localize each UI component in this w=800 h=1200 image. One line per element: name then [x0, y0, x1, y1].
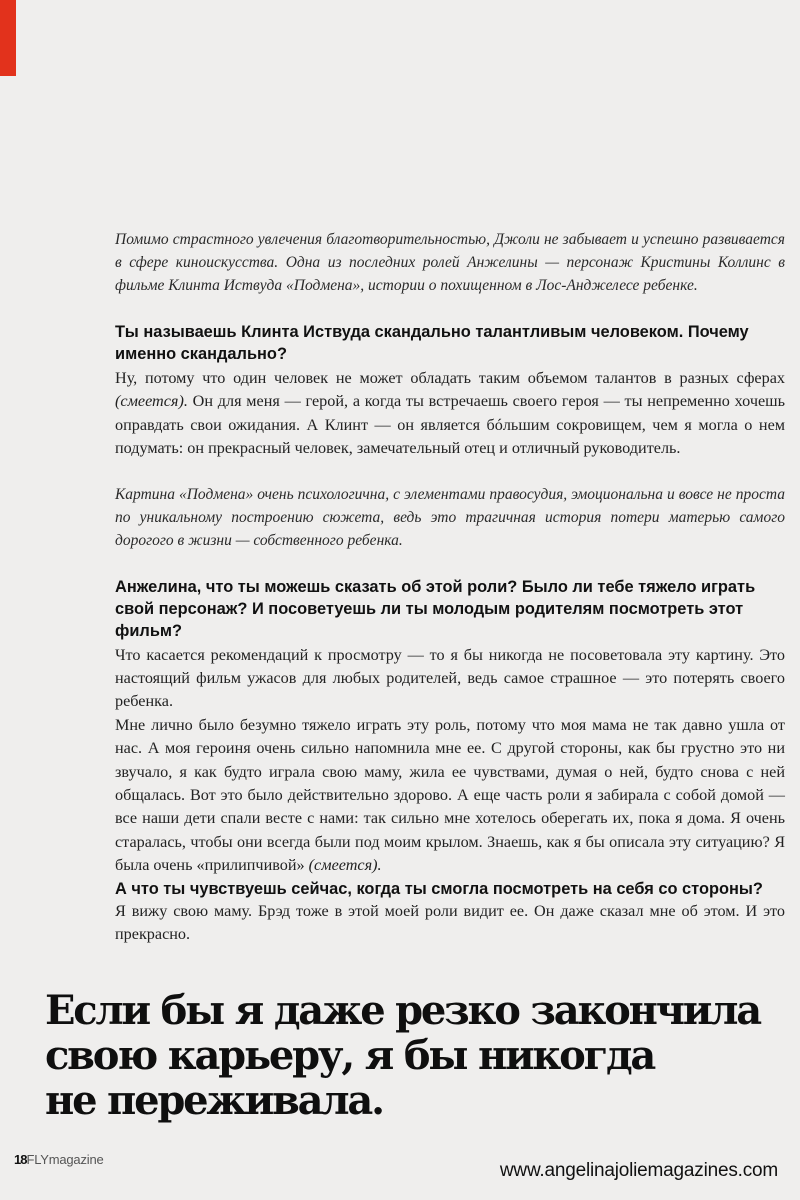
pull-quote-line: свою карьеру, я бы никогда — [45, 1032, 655, 1079]
article-body — [115, 228, 785, 947]
stage-direction: (смеется). — [115, 392, 188, 411]
article-lede: Помимо страстного увлечения благотворительностью, Джоли не забывает и успешно развивается в сфере киноискусства. Одна из последних ролей Анжелины — персонаж Кристины Коллинс в фильме Клинта Иствуда «Подмена», истории о похищенном в Лос-Анджелесе ребенке. — [115, 231, 785, 294]
website-watermark: www.angelinajoliemagazines.com — [499, 1160, 778, 1181]
interview-question-2: Анжелина, что ты можешь сказать об этой роли? Было ли тебе тяжело играть свой персонаж? И посоветуешь ли ты молодым родителям посмотреть этот фильм? — [115, 577, 756, 640]
spacer — [115, 552, 785, 576]
page-folio — [14, 1152, 104, 1167]
interview-answer-2-paragraph-2 — [115, 714, 785, 878]
pull-quote — [45, 988, 785, 1123]
pull-quote-line: не переживала. — [45, 1077, 383, 1124]
magazine-name: FLYmagazine — [26, 1152, 104, 1167]
interview-answer-2-paragraph-1: Что касается рекомендаций к просмотру — то я бы никогда не посоветовала эту картину. Это настоящий фильм ужасов для любых родителей, ведь самое страшное — это потерять своего ребенка. — [115, 645, 785, 711]
stage-direction: (смеется). — [308, 856, 382, 875]
section-color-tab — [0, 0, 16, 76]
interview-answer-1 — [115, 367, 785, 461]
answer-text: Мне лично было безумно тяжело играть эту роль, потому что моя мама не так давно ушла от нас. А моя героиня очень сильно напомнила мне ее. С другой стороны, как бы грустно это ни звучало, я как будто играла свою маму, жила ее чувствами, думая о ней, будто снова с ней общалась. Вот это было действительно здорово. А еще часть роли я забирала с собой домой — все наши дети спали весте с нами: так сильно мне хотелось оберегать их, пока я дома. Я очень старалась, чтобы они всегда были под моим крылом. Знаешь, как я бы описала эту ситуацию? Я была очень «прилипчивой» — [115, 715, 785, 875]
answer-text: Он для меня — герой, а когда ты встречаешь своего героя — ты непременно хочешь оправдать свои ожидания. А Клинт — он является бóльшим сокровищем, чем я могла о нем подумать: он прекрасный человек, замечательный отец и отличный руководитель. — [115, 392, 785, 458]
interview-question-3: А что ты чувствуешь сейчас, когда ты смогла посмотреть на себя со стороны? — [115, 879, 763, 898]
spacer — [115, 461, 785, 483]
spacer — [115, 297, 785, 321]
page-number: 18 — [14, 1152, 27, 1167]
interview-question-1: Ты называешь Клинта Иствуда скандально талантливым человеком. Почему именно скандально? — [115, 323, 749, 363]
interview-answer-3: Я вижу свою маму. Брэд тоже в этой моей роли видит ее. Он даже сказал мне об этом. И это прекрасно. — [115, 901, 785, 944]
pull-quote-line: Если бы я даже резко закончила — [45, 987, 760, 1034]
editorial-note: Картина «Подмена» очень психологична, с элементами правосудия, эмоциональна и вовсе не проста по уникальному построению сюжета, ведь это трагичная история потери матерью самого дорогого в жизни — собственного ребенка. — [115, 485, 785, 549]
answer-text: Ну, потому что один человек не может обладать таким объемом талантов в разных сферах — [115, 369, 785, 387]
